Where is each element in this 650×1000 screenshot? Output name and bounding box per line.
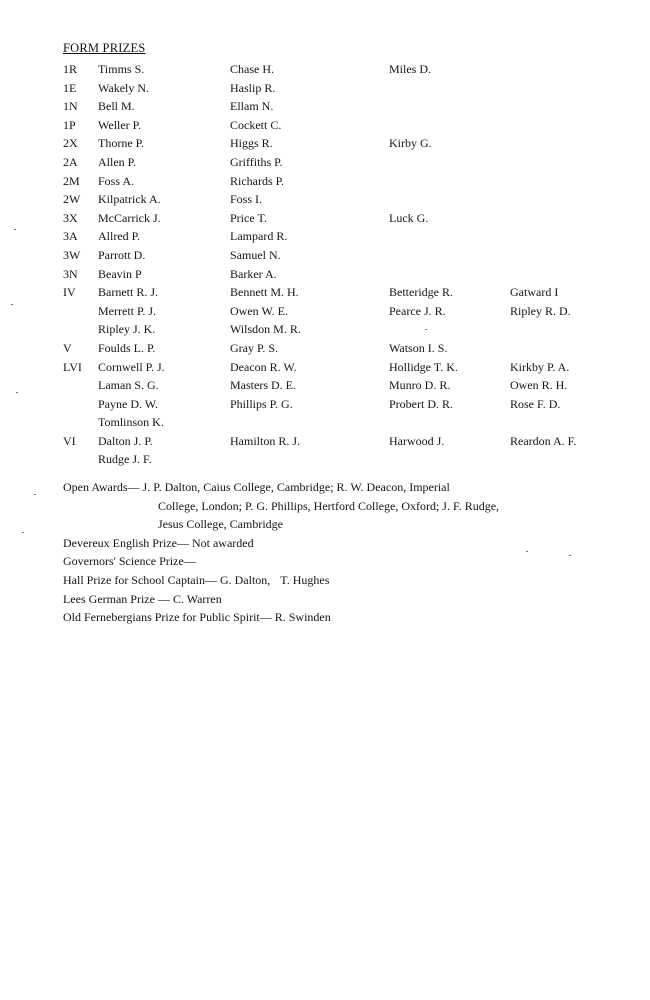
form-prizes-table [63,60,623,469]
prize-winner-name: Reardon A. F. [510,433,577,448]
table-row [63,79,623,98]
prize-winner-name: Ripley J. K. [98,322,156,337]
prize-winner-name: Watson I. S. [389,340,448,355]
prize-winner-name: Betteridge R. [389,285,453,300]
prize-winner-name: Foss A. [98,173,135,188]
table-row [63,395,623,414]
governors-science-prize: Governors' Science Prize— [63,554,196,569]
open-awards-line-2: College, London; P. G. Phillips, Hertford College, Oxford; J. F. Rudge, [158,498,500,513]
table-row [63,339,623,358]
table-row [63,116,623,135]
table-row [63,227,623,246]
prize-winner-name: Luck G. [389,210,429,225]
form-label: IV [63,285,76,300]
prize-winner-name: Merrett P. J. [98,303,156,318]
prize-winner-name: Harwood J. [389,433,445,448]
scan-speck [425,329,427,330]
form-label: VI [63,433,76,448]
table-row [63,432,623,451]
prize-winner-name: Allen P. [98,154,137,169]
table-row [63,190,623,209]
table-row [63,153,623,172]
prize-winner-name: Wakely N. [98,80,150,95]
prize-winner-name: Owen W. E. [230,303,288,318]
scan-speck [16,392,18,393]
prize-winner-name: Thorne P. [98,136,144,151]
prize-winner-name: Cockett C. [230,117,282,132]
prize-winner-name: Allred P. [98,229,140,244]
table-row [63,246,623,265]
table-row [63,172,623,191]
table-row [63,320,623,339]
table-row [63,413,623,432]
prize-winner-name: Laman S. G. [98,378,159,393]
prize-winner-name: Cornwell P. J. [98,359,165,374]
devereux-english-prize: Devereux English Prize— Not awarded [63,535,254,550]
scan-speck [14,229,16,230]
form-label: 3N [63,266,78,281]
prize-winner-name: Bell M. [98,99,135,114]
prize-winner-name: Barnett R. J. [98,285,158,300]
form-label: 1R [63,62,78,76]
table-row [63,134,623,153]
prize-winner-name: Haslip R. [230,80,276,95]
form-label: 2M [63,173,80,188]
prize-winner-name: Munro D. R. [389,378,451,393]
form-label: LVI [63,359,82,374]
table-row [63,358,623,377]
hall-prize [63,571,623,590]
prize-winner-name: Price T. [230,210,267,225]
table-row [63,302,623,321]
table-row [63,376,623,395]
form-label: 2X [63,136,78,151]
prize-winner-name: Hollidge T. K. [389,359,458,374]
table-row [63,265,623,284]
table-row [63,283,623,302]
form-label: 1N [63,99,78,114]
prize-winner-name: Barker A. [230,266,277,281]
prize-winner-name: Masters D. E. [230,378,296,393]
special-awards [63,478,623,627]
table-row [63,60,623,79]
form-label: 2W [63,192,81,207]
scan-speck [569,555,571,556]
prize-winner-name: Griffiths P. [230,154,283,169]
scan-speck [526,551,528,552]
table-row [63,450,623,469]
lees-german-prize: Lees German Prize — C. Warren [63,591,222,606]
prize-winner-name: Tomlinson K. [98,415,164,430]
form-label: 1P [63,117,76,132]
prize-winner-name: Foulds L. P. [98,340,156,355]
prize-winner-name: Probert D. R. [389,396,453,411]
scan-speck [34,494,36,495]
table-row [63,97,623,116]
prize-winner-name: Pearce J. R. [389,303,446,318]
prize-winner-name: Foss I. [230,192,263,207]
prize-winner-name: Beavin P [98,266,142,281]
prize-winner-name: Samuel N. [230,247,281,262]
prize-winner-name: Parrott D. [98,247,146,262]
hall-prize-second: T. Hughes [280,572,330,587]
prize-winner-name: Wilsdon M. R. [230,322,301,337]
prize-winner-name: Higgs R. [230,136,273,151]
prize-winner-name: Weller P. [98,117,142,132]
prize-winner-name: Ellam N. [230,99,274,114]
prize-winner-name: Ripley R. D. [510,303,571,318]
prize-winner-name: Timms S. [98,62,145,76]
prize-winner-name: Kirkby P. A. [510,359,570,374]
prize-winner-name: Dalton J. P. [98,433,153,448]
open-awards-line-1: Open Awards— J. P. Dalton, Caius College, Cambridge; R. W. Deacon, Imperial [63,480,450,494]
prize-winner-name: Owen R. H. [510,378,568,393]
scan-speck [22,532,24,533]
prize-winner-name: Gatward I [510,285,559,300]
form-label: 3W [63,247,81,262]
prize-winner-name: Payne D. W. [98,396,158,411]
prize-winner-name: Kilpatrick A. [98,192,161,207]
prize-winner-name: Hamilton R. J. [230,433,301,448]
prize-winner-name: McCarrick J. [98,210,161,225]
form-label: 3A [63,229,78,244]
prize-winner-name: Chase H. [230,62,274,76]
page-heading: FORM PRIZES [63,41,146,55]
prize-winner-name: Rose F. D. [510,396,561,411]
old-fernebergians-prize: Old Fernebergians Prize for Public Spirit— R. Swinden [63,610,331,625]
prize-winner-name: Miles D. [389,62,431,76]
prize-winner-name: Deacon R. W. [230,359,297,374]
scan-speck [11,304,13,305]
prize-winner-name: Lampard R. [230,229,288,244]
open-awards-line-3: Jesus College, Cambridge [158,517,283,532]
form-label: 1E [63,80,77,95]
form-label: V [63,340,72,355]
table-row [63,209,623,228]
prize-winner-name: Gray P. S. [230,340,279,355]
prize-winner-name: Richards P. [230,173,284,188]
form-label: 2A [63,154,78,169]
prize-winner-name: Phillips P. G. [230,396,293,411]
hall-prize-first: Hall Prize for School Captain— G. Dalton, [63,572,271,587]
prize-winner-name: Bennett M. H. [230,285,299,300]
prize-winner-name: Rudge J. F. [98,452,152,467]
form-label: 3X [63,210,78,225]
prize-winner-name: Kirby G. [389,136,432,151]
